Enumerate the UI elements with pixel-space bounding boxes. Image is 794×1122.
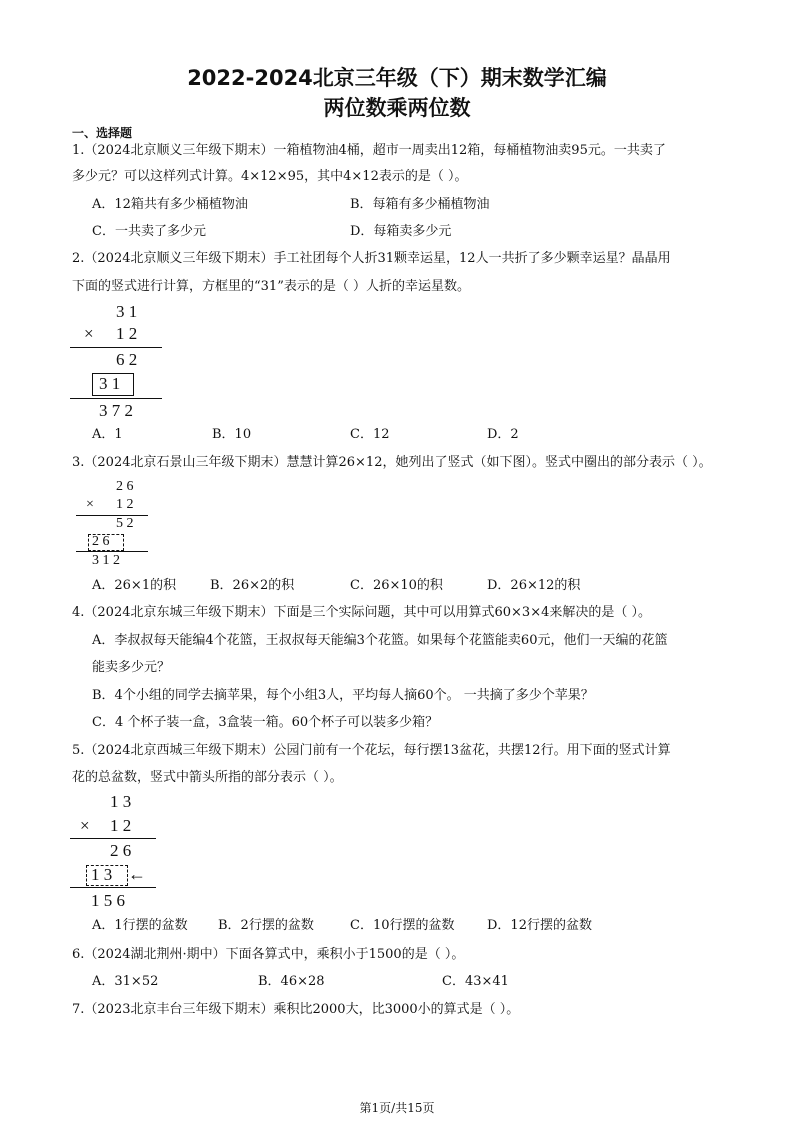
q5-line1: 5.（2024北京西城三年级下期末）公园门前有一个花坛，每行摆13盆花，共摆12行。用下面的竖式计算: [72, 743, 671, 758]
q2-vertical-calc: [70, 302, 170, 420]
q2-calc-top: 3 1: [116, 302, 138, 321]
q2-calc-multiplier: 1 2: [116, 324, 138, 343]
arrow-left-icon: ←: [128, 864, 146, 884]
section-heading: 一、选择题: [72, 126, 133, 140]
q3-option-a: A．26×1的积: [92, 578, 177, 593]
q1-line1: 1.（2024北京顺义三年级下期末）一箱植物油4桶，超市一周卖出12箱，每桶植物油卖95元。一共卖了: [72, 143, 666, 158]
q5-option-a: A．1行摆的盆数: [92, 918, 188, 933]
q5-option-d: D．12行摆的盆数: [487, 918, 592, 933]
multiply-sign: ×: [84, 324, 94, 343]
q4-option-b: B．4个小组的同学去摘苹果，每个小组3人，平均每人摘60个。 一共摘了多少个苹果？: [92, 688, 594, 703]
q5-partial-product-1: 2 6: [110, 841, 132, 860]
q5-option-c: C．10行摆的盆数: [350, 918, 455, 933]
q3-partial-product-2: 2 6: [92, 534, 110, 549]
q2-option-d: D．2: [487, 427, 519, 442]
q3-line1: 3.（2024北京石景山三年级下期末）慧慧计算26×12，她列出了竖式（如下图）。竖式中圈出的部分表示（ ）。: [72, 455, 712, 470]
document-title: 2022-2024北京三年级（下）期末数学汇编: [187, 66, 607, 90]
q6-line1: 6.（2024湖北荆州·期中）下面各算式中，乘积小于1500的是（ ）。: [72, 947, 465, 962]
q3-partial-product-1: 5 2: [116, 516, 134, 531]
q5-option-b: B．2行摆的盆数: [218, 918, 314, 933]
q7-line1: 7.（2023北京丰台三年级下期末）乘积比2000大，比3000小的算式是（ ）。: [72, 1002, 520, 1017]
q3-option-c: C．26×10的积: [350, 578, 443, 593]
q1-option-b: B．每箱有多少桶植物油: [350, 197, 490, 212]
multiply-sign: ×: [80, 816, 90, 835]
q5-partial-product-2: 1 3: [91, 865, 113, 884]
q2-line1: 2.（2024北京顺义三年级下期末）手工社团每个人折31颗幸运星，12人一共折了多少颗幸运星？晶晶用: [72, 251, 671, 266]
q6-option-a: A．31×52: [92, 974, 159, 989]
q2-partial-product-2: 3 1: [99, 374, 121, 393]
q2-line2: 下面的竖式进行计算，方框里的“31”表示的是（ ）人折的幸运星数。: [72, 279, 470, 294]
q1-line2: 多少元？可以这样列式计算。4×12×95，其中4×12表示的是（ ）。: [72, 169, 468, 184]
q3-vertical-calc: [76, 479, 156, 571]
q5-calc-multiplier: 1 2: [110, 816, 132, 835]
q2-option-a: A．1: [92, 427, 123, 442]
q5-calc-result: 1 5 6: [91, 891, 125, 910]
q5-calc-top: 1 3: [110, 792, 132, 811]
q5-line2: 花的总盆数，竖式中箭头所指的部分表示（ ）。: [72, 770, 343, 785]
document-subtitle: 两位数乘两位数: [323, 96, 471, 120]
q5-vertical-calc: [70, 792, 170, 912]
q1-option-a: A．12箱共有多少桶植物油: [92, 197, 248, 212]
page-footer: 第1页/共15页: [359, 1101, 435, 1115]
q4-line1: 4.（2024北京东城三年级下期末）下面是三个实际问题，其中可以用算式60×3×4来解决的是（ ）。: [72, 605, 651, 620]
q4-option-c: C．4 个杯子装一盒，3盒装一箱。60个杯子可以装多少箱？: [92, 715, 439, 730]
multiply-sign: ×: [86, 497, 94, 512]
q4-option-a-line1: A．李叔叔每天能编4个花篮，王叔叔每天能编3个花篮。如果每个花篮能卖60元，他们一天编的花篮: [92, 633, 668, 648]
q6-option-c: C．43×41: [442, 974, 509, 989]
q2-option-b: B．10: [212, 427, 252, 442]
q1-option-c: C．一共卖了多少元: [92, 224, 206, 239]
q2-option-c: C．12: [350, 427, 390, 442]
q2-partial-product-1: 6 2: [116, 350, 138, 369]
q3-option-b: B．26×2的积: [210, 578, 295, 593]
q3-calc-top: 2 6: [116, 479, 134, 494]
q1-option-d: D．每箱卖多少元: [350, 224, 452, 239]
q3-calc-multiplier: 1 2: [116, 497, 134, 512]
q4-option-a-line2: 能卖多少元？: [92, 660, 171, 675]
q3-calc-result: 3 1 2: [92, 553, 120, 568]
q3-option-d: D．26×12的积: [487, 578, 581, 593]
q2-calc-result: 3 7 2: [99, 401, 133, 420]
q6-option-b: B．46×28: [258, 974, 325, 989]
